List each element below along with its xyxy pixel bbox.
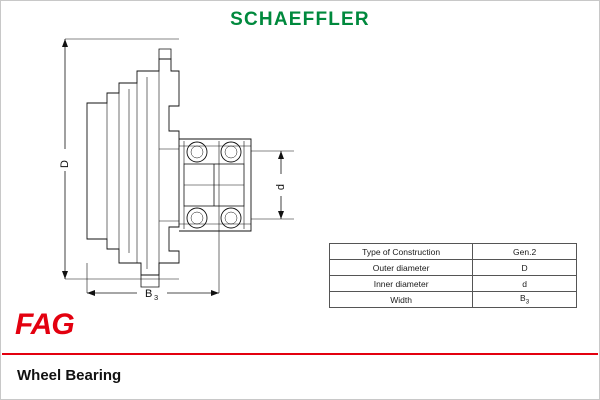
- spec-value: d: [473, 276, 577, 292]
- label-inner-diameter: d: [274, 183, 287, 191]
- spec-label: Type of Construction: [330, 244, 473, 260]
- table-row: [330, 260, 577, 276]
- footer-divider: [2, 353, 598, 355]
- ball-lower-right: [221, 208, 241, 228]
- spec-value-subscript: 3: [525, 298, 530, 306]
- ball-lower-left: [187, 208, 207, 228]
- product-title: Wheel Bearing: [17, 367, 122, 384]
- table-row: [330, 292, 577, 308]
- hub-profile: [87, 59, 179, 275]
- ball-upper-right: [221, 142, 241, 162]
- label-width: B: [145, 288, 153, 300]
- spec-value: D: [473, 260, 577, 276]
- label-outer-diameter: D: [58, 160, 71, 168]
- spec-value-text: B: [519, 293, 526, 304]
- spec-value: [473, 292, 577, 308]
- spec-label: Inner diameter: [330, 276, 473, 292]
- table-row: [330, 276, 577, 292]
- spec-value: Gen.2: [473, 244, 577, 260]
- label-width-subscript: 3: [154, 293, 159, 301]
- bearing-drawing: [19, 31, 309, 301]
- spec-label: Outer diameter: [330, 260, 473, 276]
- fag-logo: FAG: [15, 308, 74, 341]
- specification-table: [329, 243, 577, 308]
- schaeffler-logo: SCHAEFFLER: [230, 9, 370, 30]
- cross-section-svg: [19, 31, 309, 301]
- ball-upper-left: [187, 142, 207, 162]
- spec-label: Width: [330, 292, 473, 308]
- table-row: [330, 244, 577, 260]
- wheel-stud-top: [159, 49, 171, 59]
